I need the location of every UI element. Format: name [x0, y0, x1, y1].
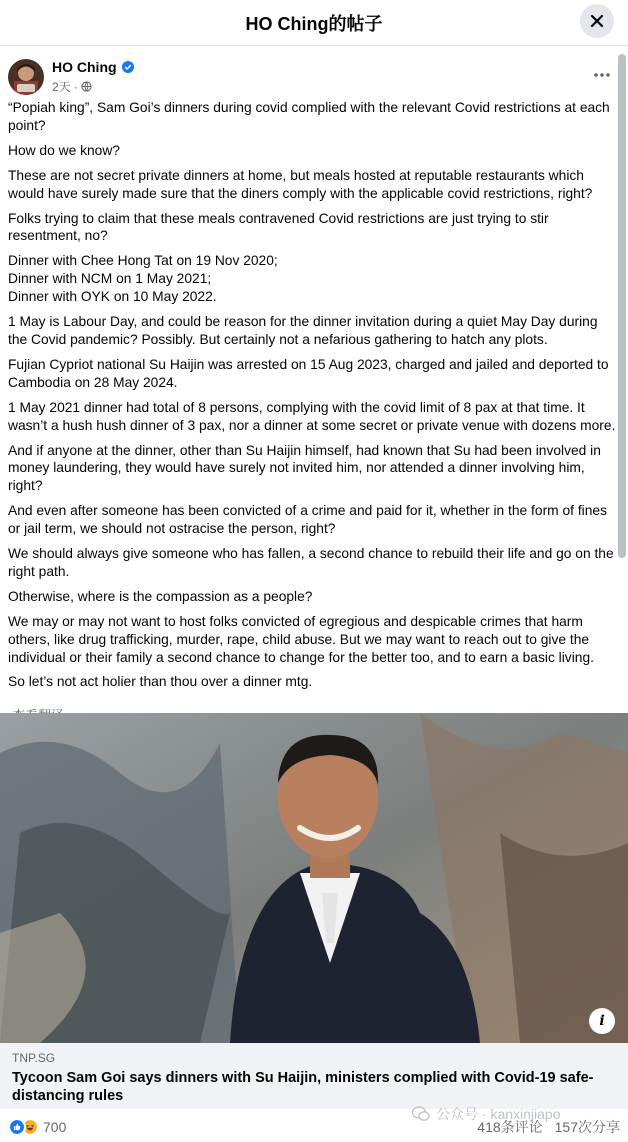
modal-title: HO Ching的帖子	[245, 13, 383, 34]
comment-count[interactable]: 418条评论	[477, 1119, 543, 1135]
globe-icon	[81, 81, 92, 92]
post-header: HO Ching 2天 ·	[0, 46, 628, 98]
more-icon	[594, 73, 610, 77]
post-paragraph: We should always give someone who has fallen, a second chance to rebuild their life and go on the right path.	[8, 546, 614, 579]
post-paragraph: Otherwise, where is the compassion as a people?	[8, 588, 313, 604]
watermark	[412, 1104, 561, 1124]
scrollbar-thumb[interactable]	[618, 54, 626, 558]
link-title: Tycoon Sam Goi says dinners with Su Haijin, ministers complied with Covid-19 safe-distancing rules	[12, 1070, 594, 1104]
post-paragraph: Dinner with Chee Hong Tat on 19 Nov 2020; Dinner with NCM on 1 May 2021; Dinner with OYK on 10 May 2022.	[8, 253, 278, 305]
post-paragraph: “Popiah king”, Sam Goi’s dinners during covid complied with the relevant Covid restrictions at each point?	[8, 100, 610, 133]
reaction-count[interactable]: 700	[43, 1119, 67, 1135]
avatar[interactable]	[8, 59, 44, 95]
close-button[interactable]	[580, 4, 614, 38]
post-paragraph: So let’s not act holier than thou over a dinner mtg.	[8, 674, 313, 690]
wechat-icon	[412, 1106, 430, 1122]
more-options-button[interactable]	[594, 64, 610, 82]
post-paragraph: Fujian Cypriot national Su Haijin was arrested on 15 Aug 2023, charged and jailed and deported to Cambodia on 28 May 2024.	[8, 356, 609, 390]
post-time[interactable]: 2天	[52, 80, 71, 94]
reaction-icons[interactable]	[8, 1118, 39, 1136]
post-paragraph: 1 May is Labour Day, and could be reason for the dinner invitation during a quiet May Day during the Covid pandemic? Possibly. But certainly not a nefarious gathering to hatch any plots.	[8, 314, 598, 347]
verified-badge-icon	[122, 61, 134, 73]
post-paragraph: And if anyone at the dinner, other than Su Haijin himself, had known that Su had been involved in money laundering, they would have surely not invited him, nor attended a dinner involving him, right?	[8, 442, 601, 494]
link-preview-card[interactable]	[0, 1043, 628, 1109]
watermark-text: 公众号 · kanxinjiapo	[436, 1106, 561, 1122]
post-paragraph: 1 May 2021 dinner had total of 8 persons, complying with the covid limit of 8 pax at that time. It wasn’t a hush hush dinner of 3 pax, nor a dinner at some secret or private venue with dozens more.	[8, 399, 616, 433]
share-count[interactable]: 157次分享	[554, 1119, 620, 1135]
info-icon: i	[599, 1013, 605, 1029]
post-paragraph: These are not secret private dinners at home, but meals hosted at reputable restaurants which would have surely made sure that the diners comply with the applicable covid restrictions, right?	[8, 167, 593, 201]
post-paragraph: Folks trying to claim that these meals contravened Covid restrictions are just trying to stir resentment, no?	[8, 210, 549, 244]
post-body	[0, 99, 628, 726]
close-icon	[589, 13, 605, 29]
author-name[interactable]: HO Ching	[52, 59, 117, 75]
post-paragraph: How do we know?	[8, 142, 120, 158]
info-button[interactable]	[589, 1008, 615, 1034]
post-paragraph: We may or may not want to host folks convicted of egregious and despicable crimes that harm others, like drug trafficking, murder, rape, child abuse. But we may want to reach out to give the individual or their family a second chance to change for the better too, and to earn a basic living.	[8, 613, 594, 665]
link-domain: TNP.SG	[12, 1051, 56, 1065]
post-paragraph: And even after someone has been convicted of a crime and paid for it, whether in the form of fines or jail term, we should not ostracise the person, right?	[8, 503, 607, 537]
modal-header	[0, 0, 628, 46]
post-image[interactable]	[0, 713, 628, 1043]
like-reaction-icon	[8, 1118, 26, 1136]
